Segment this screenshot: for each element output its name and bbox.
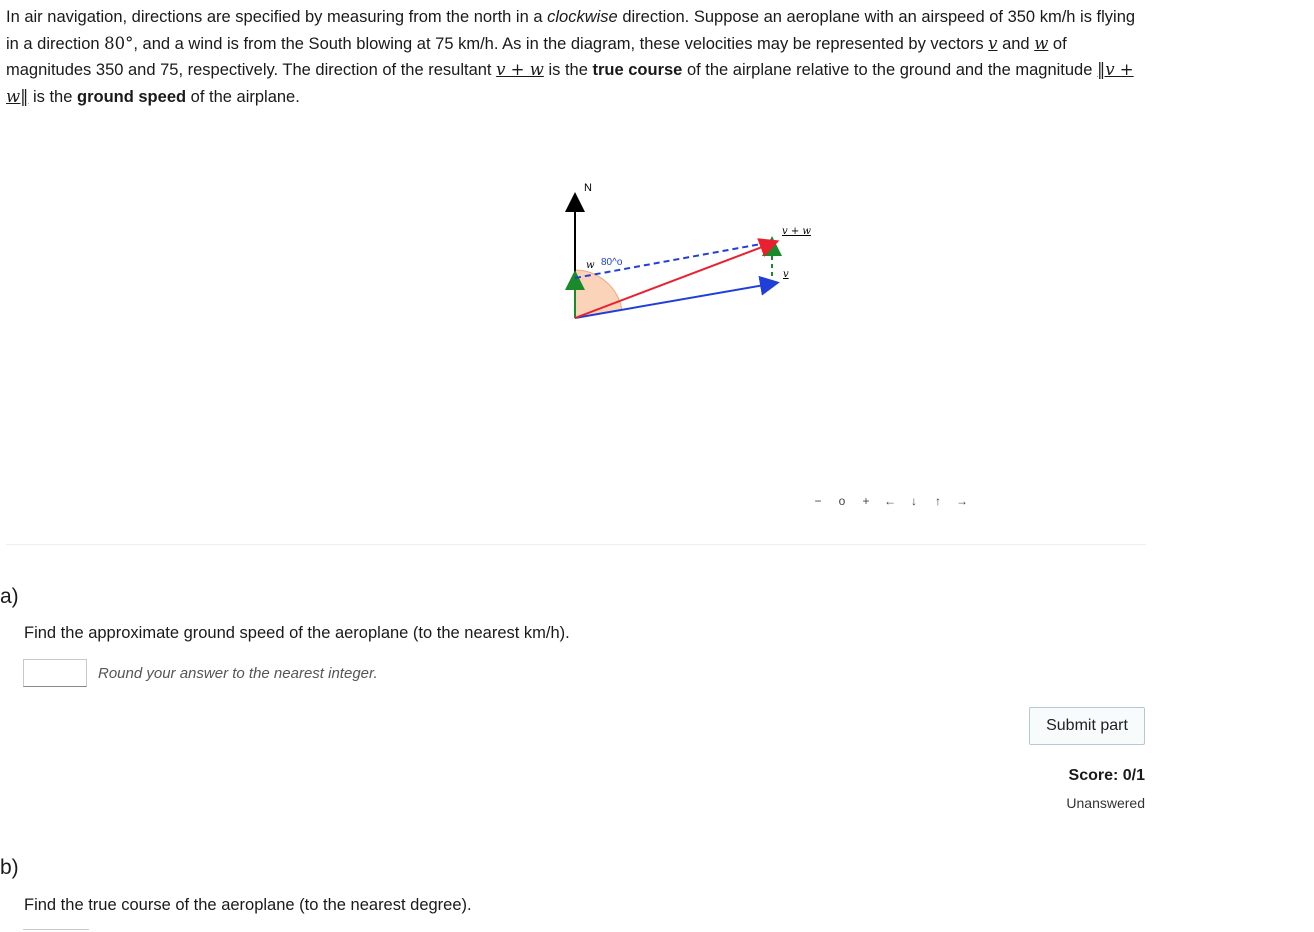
part-b-question: Find the true course of the aeroplane (to the nearest degree). xyxy=(24,896,472,914)
zoom-reset-button[interactable]: o xyxy=(838,494,846,508)
v-label: v xyxy=(783,269,789,280)
zoom-in-button[interactable]: + xyxy=(862,494,870,508)
vector-w: w xyxy=(1034,33,1049,53)
vector-sum: v + w xyxy=(496,60,544,79)
pan-up-button[interactable]: ↑ xyxy=(935,494,941,508)
part-a-label: a) xyxy=(0,585,19,608)
angle-value: 80° xyxy=(104,33,134,53)
submit-part-button[interactable]: Submit part xyxy=(1029,707,1145,745)
vector-diagram[interactable] xyxy=(540,170,840,330)
north-label: N xyxy=(584,182,592,194)
pan-right-button[interactable]: → xyxy=(956,494,968,508)
vector-norm: ‖v + w‖ xyxy=(6,60,1134,106)
zoom-out-button[interactable]: − xyxy=(814,494,822,508)
diagram-toolbar xyxy=(806,494,974,508)
angle-label: 80^o xyxy=(601,257,623,268)
part-a-question: Find the approximate ground speed of the aeroplane (to the nearest km/h). xyxy=(24,624,570,642)
answer-status: Unanswered xyxy=(1066,795,1145,811)
part-a-hint: Round your answer to the nearest integer. xyxy=(98,665,378,682)
part-b-answer-input[interactable] xyxy=(23,929,89,930)
part-b-label: b) xyxy=(0,856,19,879)
problem-statement: In air navigation, directions are specified by measuring from the north in a clockwise direction. Suppose an aeroplane with an airspeed of 350 km/h is flying in a direction 80°, and a wind is from the South blowing at 75 km/h. As in the diagram, these velocities may be represented by vectors v and w of magnitudes 350 and 75, respectively. The direction of the resultant v + w is the true course of the airplane relative to the ground and the magnitude ‖v + w‖ is the ground speed of the airplane. xyxy=(6,8,1136,106)
vector-v: v xyxy=(988,33,998,53)
pan-left-button[interactable]: ← xyxy=(884,494,896,508)
score-label: Score: 0/1 xyxy=(1068,767,1145,784)
divider xyxy=(6,544,1146,545)
part-a-answer-input[interactable] xyxy=(23,659,87,687)
w-label: w xyxy=(586,260,595,271)
vw-label: v + w xyxy=(782,226,811,237)
pan-down-button[interactable]: ↓ xyxy=(911,494,917,508)
